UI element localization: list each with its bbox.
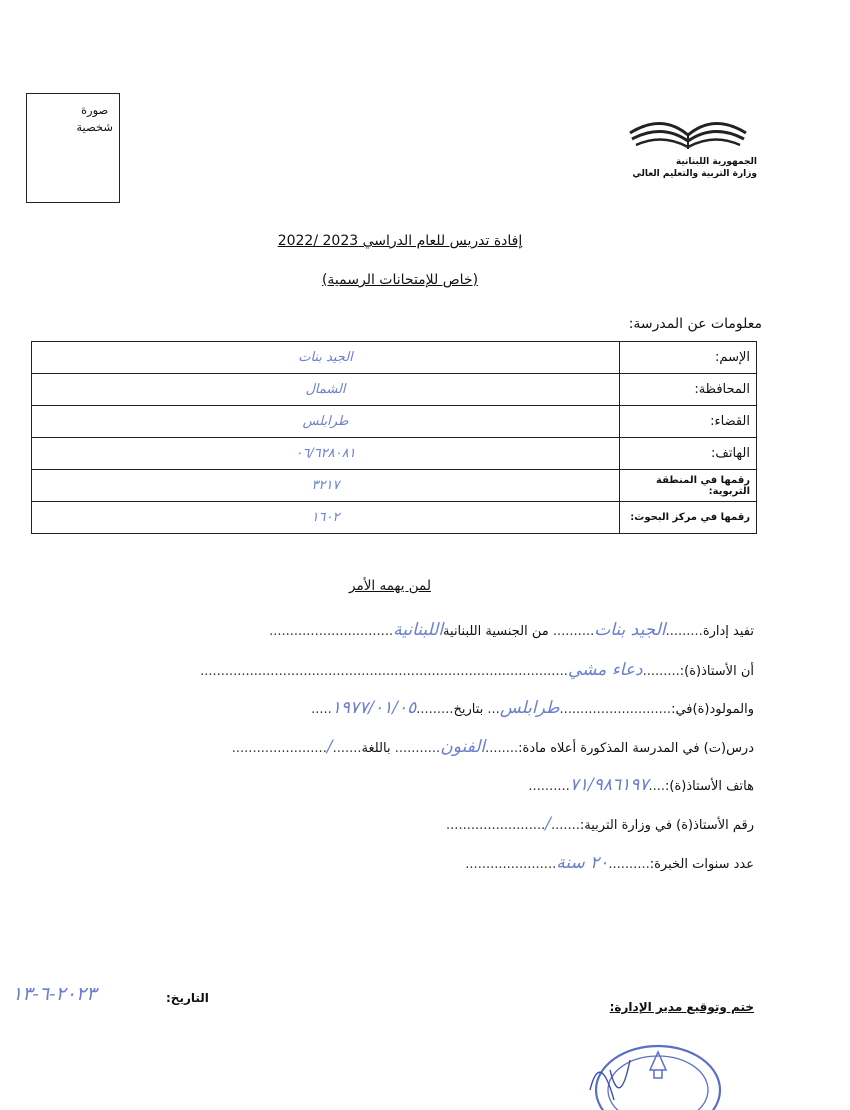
row-label: رقمها في المنطقة التربوية: xyxy=(620,470,757,502)
row-value: الجيد بنات xyxy=(32,342,620,374)
birthdate-value: ١٩٧٧/٠١/٠٥ xyxy=(331,698,417,718)
experience-years-value: ٢٠ سنة xyxy=(556,853,609,873)
date-label: التاريخ: xyxy=(166,991,209,1005)
table-row xyxy=(32,502,757,534)
text: عدد سنوات الخبرة: xyxy=(649,857,754,872)
text: باللغة xyxy=(361,741,391,756)
certificate-line-7: عدد سنوات الخبرة:..........٢٠ سنة...................... xyxy=(465,853,754,873)
school-info-table xyxy=(31,341,757,534)
teacher-phone-value: ٧١/٩٨٦١٩٧ xyxy=(569,775,649,795)
text: بتاريخ xyxy=(453,702,484,717)
text: درس(ت) في المدرسة المذكورة أعلاه مادة: xyxy=(518,741,754,756)
school-name-value: الجيد بنات xyxy=(594,620,666,640)
school-info-heading: معلومات عن المدرسة: xyxy=(628,316,762,332)
document-subtitle: (خاص للإمتحانات الرسمية) xyxy=(321,272,479,288)
table-row xyxy=(32,342,757,374)
row-value: ٣٢١٧ xyxy=(32,470,620,502)
ministry-name: وزارة التربية والتعليم العالي xyxy=(632,169,757,179)
row-value: طرابلس xyxy=(32,406,620,438)
photo-box-label xyxy=(76,102,113,136)
to-whom-it-may-concern: لمن يهمه الأمر xyxy=(349,578,431,594)
official-stamp-icon xyxy=(580,1030,740,1110)
text: والمولود(ة)في: xyxy=(671,702,754,717)
birthplace-value: طرابلس xyxy=(499,698,560,718)
row-label: القضاء: xyxy=(620,406,757,438)
signature-label: ختم وتوقيع مدير الإدارة: xyxy=(609,1000,754,1014)
certificate-line-6: رقم الأستاذ(ة) في وزارة التربية:......./........................ xyxy=(446,814,754,834)
text: من الجنسية اللبنانية xyxy=(443,624,549,639)
language-value: / xyxy=(326,737,333,757)
row-value: ٠٦/٦٢٨٠٨١ xyxy=(32,438,620,470)
photo-box xyxy=(26,93,120,203)
teacher-name-value: دعاء مشي xyxy=(567,660,643,680)
ministry-header xyxy=(612,156,757,180)
table-row xyxy=(32,406,757,438)
republic-name: الجمهورية اللبنانية xyxy=(675,157,757,167)
text: أن الأستاذ(ة): xyxy=(679,664,754,679)
row-label: الهاتف: xyxy=(620,438,757,470)
date-value: ٢٠٢٣-٦-١٣ xyxy=(12,983,97,1005)
table-row xyxy=(32,438,757,470)
certificate-line-5: هاتف الأستاذ(ة):....٧١/٩٨٦١٩٧.......... xyxy=(528,775,754,795)
certificate-line-1: تفيد إدارة.........الجيد بنات.......... من الجنسية اللبنانيةاللبنانية.............................. xyxy=(269,620,754,640)
row-value: الشمال xyxy=(32,374,620,406)
nationality-value: اللبنانية xyxy=(393,620,444,640)
row-label: الإسم: xyxy=(620,342,757,374)
document-title: إفادة تدريس للعام الدراسي 2023 /2022 xyxy=(277,233,523,249)
ministry-number-value: / xyxy=(545,814,551,834)
certificate-line-3: والمولود(ة)في:...........................طرابلس... بتاريخ.........١٩٧٧/٠١/٠٥..... xyxy=(311,698,754,718)
subject-value: الفنون xyxy=(440,737,486,757)
certificate-line-4: درس(ت) في المدرسة المذكورة أعلاه مادة:........الفنون........... باللغة......./....................... xyxy=(231,737,754,757)
photo-label-line2: شخصية xyxy=(76,120,113,134)
row-label: المحافظة: xyxy=(620,374,757,406)
photo-label-line1: صورة xyxy=(81,103,109,117)
text: هاتف الأستاذ(ة): xyxy=(665,779,754,794)
row-label: رقمها في مركز البحوث: xyxy=(620,502,757,534)
row-value: ١٦٠٢ xyxy=(32,502,620,534)
certificate-line-2: أن الأستاذ(ة):.........دعاء مشي......................................................................................... xyxy=(200,660,754,680)
table-row xyxy=(32,374,757,406)
text: رقم الأستاذ(ة) في وزارة التربية: xyxy=(579,818,754,833)
table-row xyxy=(32,470,757,502)
text: تفيد إدارة xyxy=(702,624,754,639)
